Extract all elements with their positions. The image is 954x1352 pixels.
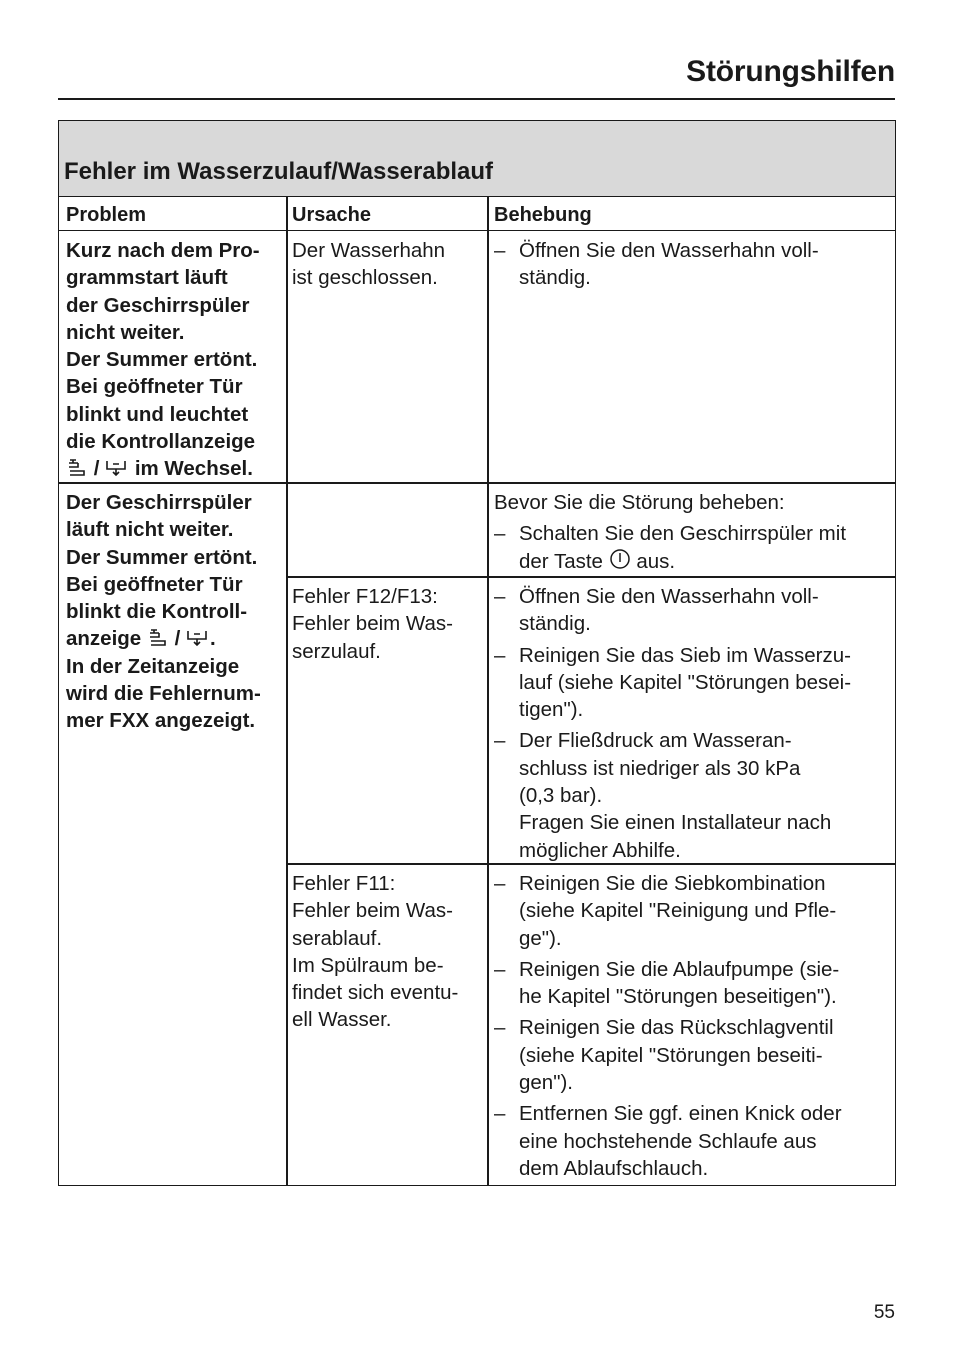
- dash: –: [494, 872, 506, 895]
- remedy-item: [494, 583, 892, 638]
- remedy-line: ständig.: [519, 266, 591, 290]
- remedy-item: [494, 1014, 892, 1096]
- column-header-remedy: Behebung: [494, 204, 592, 226]
- remedy-line: Entfernen Sie ggf. einen Knick oder: [519, 1102, 842, 1126]
- problem-line: Bei geöffneter Tür: [66, 375, 243, 399]
- problem-line: mer FXX angezeigt.: [66, 709, 256, 733]
- remedy-line: Öffnen Sie den Wasserhahn voll-: [519, 585, 819, 608]
- power-button-icon: [609, 548, 631, 570]
- sub2-cause: [292, 870, 484, 1034]
- remedy-line: Reinigen Sie das Sieb im Wasserzu-: [519, 643, 851, 667]
- problem-line: nicht weiter.: [66, 320, 185, 344]
- problem-line-end: im Wechsel.: [134, 457, 253, 481]
- cause-line: Fehler beim Was-: [292, 899, 453, 923]
- water-inlet-icon: [66, 457, 88, 477]
- remedy-line: möglicher Abhilfe.: [519, 838, 681, 862]
- remedy-line: eine hochstehende Schlaufe aus: [519, 1129, 817, 1153]
- cause-line: serzulauf.: [292, 639, 381, 663]
- remedy-line: ge").: [519, 926, 562, 950]
- remedy-line: Reinigen Sie das Rückschlagventil: [519, 1016, 834, 1040]
- cause-line: serablauf.: [292, 926, 383, 950]
- problem-line-end: .: [210, 627, 216, 651]
- remedy-line: gen").: [519, 1071, 574, 1095]
- remedy-line: lauf (siehe Kapitel "Störungen besei-: [519, 670, 852, 694]
- remedy-item: [494, 727, 892, 863]
- remedy-line: (0,3 bar).: [519, 784, 603, 808]
- dash: –: [494, 1102, 506, 1126]
- remedy-line: (siehe Kapitel "Störungen beseiti-: [519, 1043, 823, 1067]
- section-header: [59, 121, 895, 197]
- intro-text: Bevor Sie die Störung beheben:: [494, 491, 785, 514]
- remedy-line: he Kapitel "Störungen beseitigen").: [519, 985, 837, 1009]
- problem-line: blinkt und leuchtet: [66, 402, 249, 426]
- remedy-text: der Taste: [519, 549, 603, 573]
- water-inlet-icon: [147, 627, 169, 647]
- problem-icon-line: [66, 455, 284, 482]
- remedy-text: aus.: [636, 549, 676, 573]
- dash: –: [494, 643, 506, 667]
- dash: –: [494, 957, 506, 981]
- problem-line: der Geschirrspüler: [66, 293, 250, 317]
- problem-line: Bei geöffneter Tür: [66, 572, 243, 596]
- remedy-item: [494, 1100, 892, 1182]
- row2-intro: [494, 489, 892, 579]
- cause-line: Der Wasserhahn: [292, 239, 446, 262]
- dash: –: [494, 522, 506, 546]
- problem-icon-line: [66, 625, 284, 652]
- column-header-problem: Problem: [66, 204, 147, 226]
- dash: –: [494, 729, 506, 753]
- water-drain-icon: [105, 457, 129, 477]
- problem-line: die Kontrollanzeige: [66, 430, 256, 454]
- dash: –: [494, 239, 506, 262]
- remedy-line: Reinigen Sie die Siebkombination: [519, 872, 826, 895]
- remedy-item: [494, 956, 892, 1011]
- remedy-line: schluss ist niedriger als 30 kPa: [519, 756, 801, 780]
- sub1-remedy: [494, 583, 892, 868]
- sub2-remedy: [494, 870, 892, 1186]
- icon-separator: /: [174, 627, 181, 651]
- column-divider: [487, 197, 489, 1185]
- remedy-line-with-icon: [519, 548, 892, 575]
- remedy-line: (siehe Kapitel "Reinigung und Pfle-: [519, 899, 837, 923]
- icon-separator: /: [93, 457, 100, 481]
- problem-line: wird die Fehlernum-: [66, 682, 261, 706]
- problem-line: Der Summer ertönt.: [66, 545, 258, 569]
- section-title: Fehler im Wasserzulauf/Wasserablauf: [64, 158, 494, 185]
- dash: –: [494, 585, 506, 608]
- remedy-item: [494, 520, 892, 575]
- column-divider: [286, 197, 288, 1185]
- remedy-line: Der Fließdruck am Wasseran-: [519, 729, 792, 753]
- problem-line: Der Geschirrspüler: [66, 491, 252, 514]
- column-header-cause: Ursache: [292, 204, 371, 226]
- remedy-item: [494, 237, 892, 292]
- problem-line-start: anzeige: [66, 627, 142, 651]
- problem-line: Kurz nach dem Pro-: [66, 239, 260, 262]
- remedy-line: Öffnen Sie den Wasserhahn voll-: [519, 239, 819, 262]
- problem-line: blinkt die Kontroll-: [66, 600, 248, 624]
- column-header-row: [59, 197, 895, 231]
- remedy-line: Reinigen Sie die Ablaufpumpe (sie-: [519, 957, 840, 981]
- cause-line: findet sich eventu-: [292, 981, 459, 1005]
- remedy-line: tigen").: [519, 698, 584, 722]
- cause-line: Fehler F11:: [292, 872, 396, 895]
- problem-line: grammstart läuft: [66, 266, 228, 290]
- cause-line: Fehler beim Was-: [292, 612, 453, 636]
- remedy-item: [494, 642, 892, 724]
- page-number: 55: [873, 1302, 895, 1323]
- page-header: [58, 52, 895, 100]
- row1-cause: [292, 237, 484, 292]
- problem-line: Der Summer ertönt.: [66, 348, 258, 372]
- water-drain-icon: [186, 627, 210, 647]
- row1-remedy: [494, 237, 892, 296]
- problem-line: In der Zeitanzeige: [66, 654, 240, 678]
- dash: –: [494, 1016, 506, 1040]
- sub1-cause: [292, 583, 484, 665]
- remedy-line: dem Ablaufschlauch.: [519, 1156, 709, 1180]
- row2-problem: [66, 489, 284, 735]
- problem-line: läuft nicht weiter.: [66, 518, 234, 542]
- cause-line: Fehler F12/F13:: [292, 585, 438, 608]
- remedy-line: ständig.: [519, 612, 591, 636]
- troubleshooting-table: [58, 120, 896, 1186]
- row1-problem: [66, 237, 284, 483]
- remedy-item: [494, 870, 892, 952]
- remedy-line: Fragen Sie einen Installateur nach: [519, 811, 832, 835]
- cause-line: ist geschlossen.: [292, 266, 438, 290]
- remedy-line: Schalten Sie den Geschirrspüler mit: [519, 522, 847, 546]
- page-title: Störungshilfen: [686, 55, 895, 88]
- cause-line: Im Spülraum be-: [292, 953, 444, 977]
- cause-line: ell Wasser.: [292, 1008, 392, 1032]
